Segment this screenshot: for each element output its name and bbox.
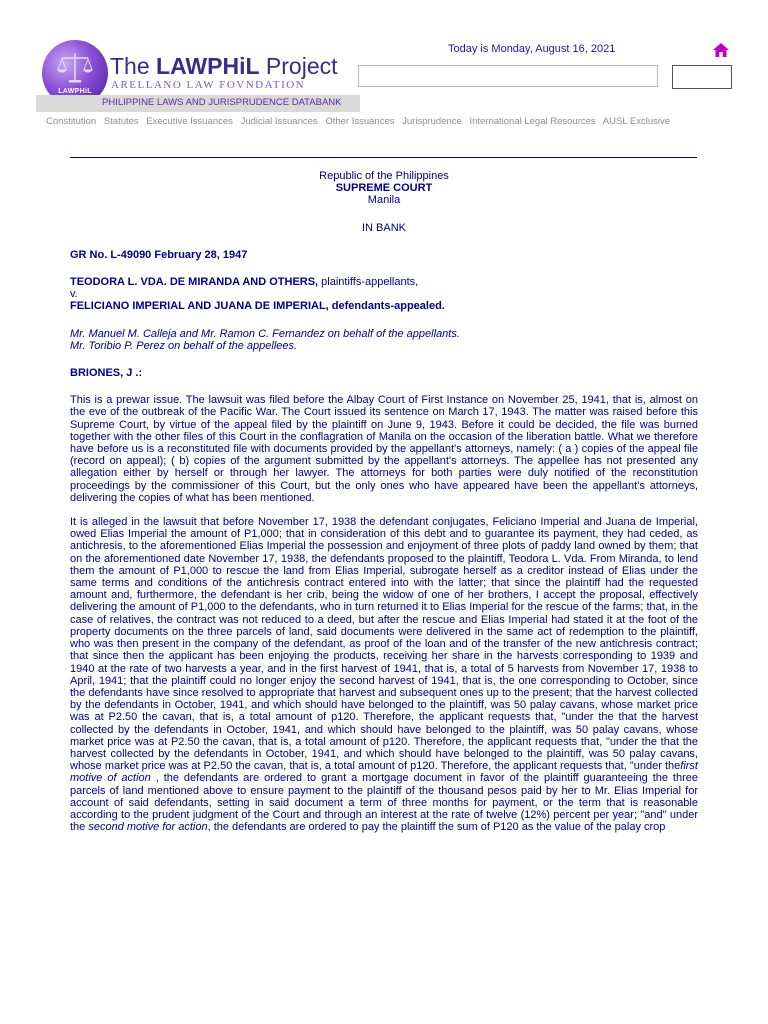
paragraph-2-part-b: , the defendants are ordered to grant a mortgage document in favor of the plaintiff guaranteeing the three parcels of land mentioned above to ensure payment to the plaintiff of the thousand pesos paid by her to Mr. Elias Imperial for account of said defendants, setting in said document a term of three months for payment, or the term that is reasonable according to the prudent judgment of the Court and through an interest at the rate of twelve (12%) percent per year; "and" under the xyxy=(70,772,698,834)
search-button[interactable] xyxy=(672,65,732,89)
first-motive-of-action: first motive of action xyxy=(70,760,698,785)
site-title xyxy=(110,53,338,80)
search-input[interactable] xyxy=(358,65,658,87)
nav-other-issuances[interactable]: Other Issuances xyxy=(325,116,395,127)
republic-line: Republic of the Philippines xyxy=(319,170,449,182)
main-nav xyxy=(46,116,675,127)
case-number: GR No. L-49090 February 28, 1947 xyxy=(70,248,248,261)
databank-label: PHILIPPINE LAWS AND JURISPRUDENCE DATABANK xyxy=(102,97,342,108)
counsel-appellees: Mr. Toribio P. Perez on behalf of the appellees. xyxy=(70,339,298,352)
site-header xyxy=(0,0,768,150)
nav-judicial-issuances[interactable]: Judicial Issuances xyxy=(240,116,318,127)
paragraph-2 xyxy=(70,516,698,833)
paragraph-1: This is a prewar issue. The lawsuit was filed before the Albay Court of First Instance on November 25, 1941, that is, almost on the eve of the outbreak of the Pacific War. The Court issued its sentence on March 17, 1943. The matter was raised before this Supreme Court, by virtue of the appeal filed by the plaintiff on June 9, 1943. Before it could be decided, the file was burned together with the other files of this Court in the conflagration of Manila on the occasion of the liberation battle. What we therefore have before us is a reconstituted file with documents provided by the appellant's attorneys, namely: ( a ) copies of the appeal file (record on appeal); ( b) copies of the argument submitted by the appellant's attorneys. The appellee has not presented any allegation either by herself or through her lawyer. The attorneys for both parties were duly notified of the reconstitution proceedings by the commissioner of this Court, but the only ones who have appeared have been the appellant's attorneys, delivering the copies of what has been mentioned. xyxy=(70,394,698,504)
court-name: SUPREME COURT xyxy=(335,182,433,195)
nav-constitution[interactable]: Constitution xyxy=(46,116,97,127)
site-subtitle: ARELLANO LAW FOVNDATION xyxy=(111,79,306,91)
second-motive-for-action: second motive for action xyxy=(88,821,208,834)
nav-ausl-exclusive[interactable]: AUSL Exclusive xyxy=(602,116,671,127)
nav-international-legal-resources[interactable]: International Legal Resources xyxy=(469,116,596,127)
division-label: IN BANK xyxy=(361,221,406,234)
title-brand: LAWPHiL xyxy=(156,53,260,79)
counsel-appellants: Mr. Manuel M. Calleja and Mr. Ramon C. Fernandez on behalf of the appellants. xyxy=(70,327,460,340)
plaintiffs-name: TEODORA L. VDA. DE MIRANDA AND OTHERS, xyxy=(70,276,319,289)
nav-jurisprudence[interactable]: Jurisprudence xyxy=(402,116,462,127)
title-suffix: Project xyxy=(259,53,338,79)
defendants-line: FELICIANO IMPERIAL AND JUANA DE IMPERIAL, defendants-appealed. xyxy=(70,300,445,313)
title-prefix: The xyxy=(110,53,157,79)
plaintiffs-line xyxy=(70,276,698,288)
header-divider xyxy=(70,157,697,158)
home-icon[interactable] xyxy=(712,42,730,58)
scales-of-justice-icon xyxy=(56,50,94,86)
decision-document xyxy=(70,170,698,833)
nav-statutes[interactable]: Statutes xyxy=(103,116,139,127)
ponente: BRIONES, J .: xyxy=(70,367,143,380)
current-date: Today is Monday, August 16, 2021 xyxy=(448,43,616,55)
databank-banner xyxy=(36,95,360,112)
paragraph-2-part-c: , the defendants are ordered to pay the plaintiff the sum of P120 as the value of the palay crop xyxy=(207,821,666,834)
paragraph-2-part-a: It is alleged in the lawsuit that before November 17, 1938 the defendant conjugates, Feliciano Imperial and Juana de Imperial, owed Elias Imperial the amount of P1,000; that in consideration of this debt and to guarantee its payment, they had ceded, as antichresis, to the aforementioned Elias Imperial the possession and enjoyment of three plots of paddy land owned by them; that on the aforementioned date November 17, 1938, the defendants proposed to the plaintiff, Teodora L. Vda. From Miranda, to lend them the amount of P1,000 to rescue the land from Elias Imperial, subrogate herself as a creditor instead of Elias under the same terms and conditions of the antichresis contract entered into with the latter; that since the plaintiff had the requested amount and, furthermore, the defendant is her crib, being the widow of one of her brothers, I accept the proposal, effectively delivering the amount of P1,000 to the defendants, who in turn returned it to Elias Imperial for the rescue of the farms; that, in the case of relatives, the contract was not reduced to a deed, but after the rescue and Elias Imperial had stated it at the foot of the property documents on the three parcels of land, said documents were delivered in the same act of redemption to the plaintiff, who was then present in the company of the defendant, as proof of the loan and of the transfer of the new antichresis contract; that since then the applicant has been enjoying the products, receiving her share in the harvests corresponding to 1939 and 1940 at the rate of two harvests a year, and in the first harvest of 1941, that is, a total of 5 harvests from November 17, 1938 to April, 1941; that the plaintiff could no longer enjoy the second harvest of 1941, that is, the one corresponding to October, since the defendants have since resolved to appropriate that harvest and subsequent ones up to the present; that the harvest collected by the defendants in October, 1941, and which should have belonged to the plaintiff, was 50 palay cavans, whose market price was at P2.50 the cavan, that is, a total amount of p120. Therefore, the applicant requests that, "under the that the harvest collected by the defendants in October, 1941, and which should have belonged to the plaintiff, was 50 palay cavans, whose market price was at P2.50 the cavan, that is, a total amount of p120. Therefore, the applicant requests that, "under the that the harvest collected by the defendants in October, 1941, and which should have belonged to the plaintiff, was 50 palay cavans, whose market price was at P2.50 the cavan, that is, a total amount of p120. Therefore, the applicant requests that, "under the xyxy=(70,516,698,773)
nav-executive-issuances[interactable]: Executive Issuances xyxy=(146,116,233,127)
plaintiffs-role: plaintiffs-appellants, xyxy=(318,276,419,289)
logo-text: LAWPHiL xyxy=(58,88,92,95)
versus-label: v. xyxy=(70,288,78,301)
court-city: Manila xyxy=(367,194,401,207)
